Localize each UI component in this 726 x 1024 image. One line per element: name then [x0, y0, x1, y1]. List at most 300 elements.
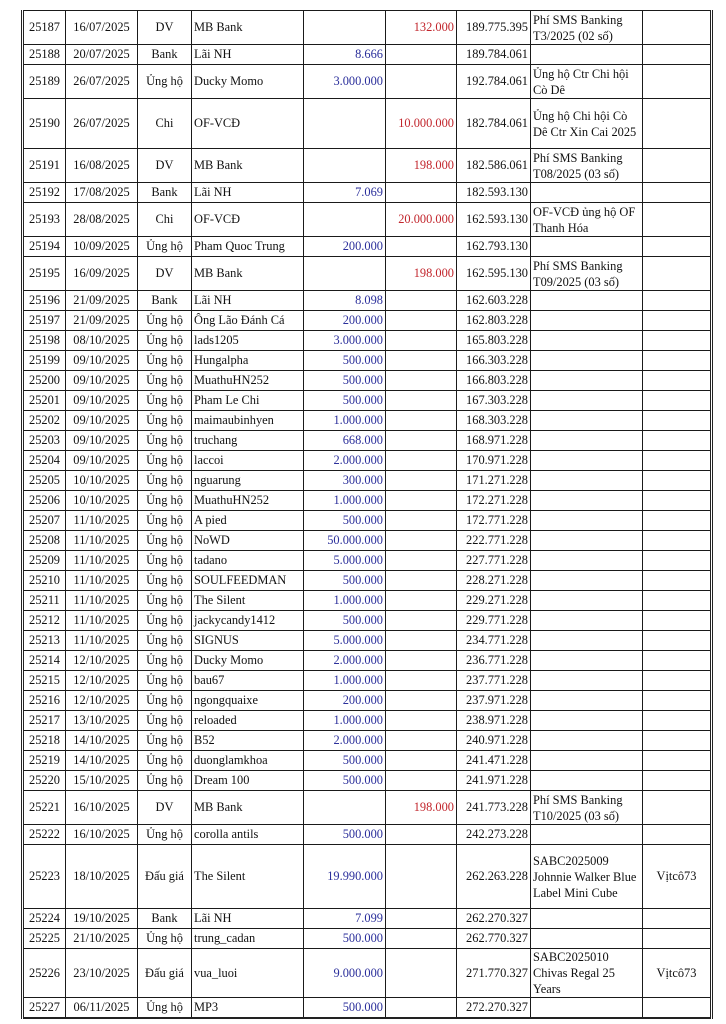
counterparty-name: Dream 100	[192, 771, 304, 791]
transaction-note	[531, 998, 643, 1018]
expense-amount	[386, 611, 457, 631]
transaction-type: Chi	[138, 203, 192, 237]
transaction-id: 25190	[23, 99, 66, 149]
counterparty-name: NoWD	[192, 531, 304, 551]
income-amount: 9.000.000	[304, 949, 386, 998]
transaction-date: 11/10/2025	[66, 531, 138, 551]
income-amount: 500.000	[304, 929, 386, 949]
income-amount: 3.000.000	[304, 331, 386, 351]
counterparty-name: tadano	[192, 551, 304, 571]
running-balance: 241.471.228	[457, 751, 531, 771]
running-balance: 167.303.228	[457, 391, 531, 411]
table-row	[23, 551, 712, 571]
income-amount: 7.099	[304, 909, 386, 929]
table-row	[23, 825, 712, 845]
counterparty-name: maimaubinhyen	[192, 411, 304, 431]
expense-amount	[386, 825, 457, 845]
counterparty-name: Pham Le Chi	[192, 391, 304, 411]
transaction-id: 25219	[23, 751, 66, 771]
transaction-note	[531, 691, 643, 711]
transaction-id: 25227	[23, 998, 66, 1018]
transaction-id: 25212	[23, 611, 66, 631]
transaction-type: Bank	[138, 909, 192, 929]
transaction-type: Ủng hộ	[138, 591, 192, 611]
expense-amount	[386, 711, 457, 731]
running-balance: 240.971.228	[457, 731, 531, 751]
transaction-note	[531, 291, 643, 311]
transaction-id: 25220	[23, 771, 66, 791]
auction-handler	[643, 551, 712, 571]
running-balance: 166.803.228	[457, 371, 531, 391]
transaction-note	[531, 771, 643, 791]
transaction-id: 25199	[23, 351, 66, 371]
expense-amount	[386, 65, 457, 99]
running-balance: 192.784.061	[457, 65, 531, 99]
income-amount	[304, 149, 386, 183]
auction-handler	[643, 825, 712, 845]
transaction-id: 25216	[23, 691, 66, 711]
table-row	[23, 771, 712, 791]
running-balance: 229.271.228	[457, 591, 531, 611]
expense-amount: 20.000.000	[386, 203, 457, 237]
transaction-date: 28/08/2025	[66, 203, 138, 237]
expense-amount: 198.000	[386, 149, 457, 183]
expense-amount	[386, 571, 457, 591]
transaction-id: 25207	[23, 511, 66, 531]
transaction-note	[531, 331, 643, 351]
counterparty-name: Ducky Momo	[192, 651, 304, 671]
transaction-type: Bank	[138, 183, 192, 203]
running-balance: 182.586.061	[457, 149, 531, 183]
table-row	[23, 183, 712, 203]
table-row	[23, 451, 712, 471]
table-row	[23, 691, 712, 711]
transaction-id: 25195	[23, 257, 66, 291]
transaction-id: 25196	[23, 291, 66, 311]
transaction-type: Ủng hộ	[138, 371, 192, 391]
income-amount: 7.069	[304, 183, 386, 203]
transaction-date: 21/10/2025	[66, 929, 138, 949]
table-row	[23, 431, 712, 451]
transaction-id: 25201	[23, 391, 66, 411]
counterparty-name: The Silent	[192, 591, 304, 611]
running-balance: 237.771.228	[457, 671, 531, 691]
transaction-type: Ủng hộ	[138, 771, 192, 791]
counterparty-name: B52	[192, 731, 304, 751]
counterparty-name: A pied	[192, 511, 304, 531]
running-balance: 228.271.228	[457, 571, 531, 591]
transaction-id: 25194	[23, 237, 66, 257]
transaction-type: Ủng hộ	[138, 825, 192, 845]
transaction-id: 25200	[23, 371, 66, 391]
transaction-note: Ủng hộ Ctr Chi hội Cò Dê	[531, 65, 643, 99]
running-balance: 236.771.228	[457, 651, 531, 671]
transaction-id: 25214	[23, 651, 66, 671]
transaction-type: Ủng hộ	[138, 751, 192, 771]
transaction-type: Bank	[138, 45, 192, 65]
auction-handler	[643, 631, 712, 651]
expense-amount	[386, 771, 457, 791]
auction-handler	[643, 531, 712, 551]
transaction-date: 11/10/2025	[66, 571, 138, 591]
transaction-note	[531, 929, 643, 949]
counterparty-name: SOULFEEDMAN	[192, 571, 304, 591]
auction-handler	[643, 711, 712, 731]
income-amount: 500.000	[304, 611, 386, 631]
ledger-body	[23, 11, 712, 1018]
auction-handler	[643, 371, 712, 391]
auction-handler	[643, 311, 712, 331]
income-amount: 1.000.000	[304, 411, 386, 431]
expense-amount	[386, 371, 457, 391]
transaction-note	[531, 591, 643, 611]
auction-handler	[643, 291, 712, 311]
transaction-date: 11/10/2025	[66, 551, 138, 571]
income-amount: 1.000.000	[304, 671, 386, 691]
counterparty-name: truchang	[192, 431, 304, 451]
transaction-date: 12/10/2025	[66, 691, 138, 711]
table-row	[23, 651, 712, 671]
transaction-note	[531, 731, 643, 751]
counterparty-name: MuathuHN252	[192, 371, 304, 391]
income-amount: 500.000	[304, 998, 386, 1018]
counterparty-name: Ducky Momo	[192, 65, 304, 99]
income-amount: 200.000	[304, 691, 386, 711]
transaction-type: Ủng hộ	[138, 551, 192, 571]
transaction-type: Ủng hộ	[138, 611, 192, 631]
auction-handler	[643, 331, 712, 351]
counterparty-name: corolla antils	[192, 825, 304, 845]
transaction-date: 11/10/2025	[66, 611, 138, 631]
ledger-table	[21, 10, 713, 1019]
running-balance: 165.803.228	[457, 331, 531, 351]
counterparty-name: Hungalpha	[192, 351, 304, 371]
table-row	[23, 531, 712, 551]
running-balance: 189.775.395	[457, 11, 531, 45]
transaction-id: 25224	[23, 909, 66, 929]
counterparty-name: laccoi	[192, 451, 304, 471]
expense-amount	[386, 431, 457, 451]
counterparty-name: MB Bank	[192, 257, 304, 291]
transaction-date: 08/10/2025	[66, 331, 138, 351]
transaction-type: Ủng hộ	[138, 431, 192, 451]
expense-amount: 198.000	[386, 257, 457, 291]
transaction-note: OF-VCĐ ủng hộ OF Thanh Hóa	[531, 203, 643, 237]
auction-handler	[643, 491, 712, 511]
running-balance: 262.770.327	[457, 929, 531, 949]
transaction-id: 25203	[23, 431, 66, 451]
transaction-note	[531, 371, 643, 391]
transaction-date: 16/07/2025	[66, 11, 138, 45]
income-amount	[304, 791, 386, 825]
auction-handler	[643, 929, 712, 949]
transaction-note: SABC2025009 Johnnie Walker Blue Label Mini Cube	[531, 845, 643, 909]
running-balance: 182.593.130	[457, 183, 531, 203]
transaction-type: DV	[138, 257, 192, 291]
counterparty-name: The Silent	[192, 845, 304, 909]
income-amount: 2.000.000	[304, 731, 386, 751]
transaction-date: 23/10/2025	[66, 949, 138, 998]
table-row	[23, 237, 712, 257]
transaction-type: Ủng hộ	[138, 491, 192, 511]
transaction-type: Bank	[138, 291, 192, 311]
transaction-id: 25206	[23, 491, 66, 511]
counterparty-name: MB Bank	[192, 791, 304, 825]
table-row	[23, 711, 712, 731]
income-amount: 200.000	[304, 311, 386, 331]
transaction-note: Ủng hộ Chi hội Cò Dê Ctr Xin Cai 2025	[531, 99, 643, 149]
transaction-id: 25198	[23, 331, 66, 351]
table-row	[23, 845, 712, 909]
transaction-date: 19/10/2025	[66, 909, 138, 929]
counterparty-name: MuathuHN252	[192, 491, 304, 511]
auction-handler	[643, 571, 712, 591]
running-balance: 237.971.228	[457, 691, 531, 711]
income-amount: 500.000	[304, 571, 386, 591]
expense-amount	[386, 451, 457, 471]
expense-amount	[386, 998, 457, 1018]
expense-amount: 10.000.000	[386, 99, 457, 149]
counterparty-name: duonglamkhoa	[192, 751, 304, 771]
expense-amount	[386, 909, 457, 929]
transaction-type: Ủng hộ	[138, 237, 192, 257]
running-balance: 172.271.228	[457, 491, 531, 511]
table-row	[23, 351, 712, 371]
auction-handler	[643, 998, 712, 1018]
transaction-type: DV	[138, 11, 192, 45]
transaction-id: 25223	[23, 845, 66, 909]
transaction-id: 25204	[23, 451, 66, 471]
running-balance: 162.803.228	[457, 311, 531, 331]
expense-amount	[386, 531, 457, 551]
transaction-type: Ủng hộ	[138, 671, 192, 691]
income-amount: 5.000.000	[304, 631, 386, 651]
table-row	[23, 491, 712, 511]
running-balance: 171.271.228	[457, 471, 531, 491]
auction-handler	[643, 451, 712, 471]
transaction-date: 15/10/2025	[66, 771, 138, 791]
transaction-id: 25218	[23, 731, 66, 751]
expense-amount	[386, 411, 457, 431]
transaction-date: 10/10/2025	[66, 491, 138, 511]
income-amount: 8.666	[304, 45, 386, 65]
transaction-note	[531, 651, 643, 671]
transaction-id: 25192	[23, 183, 66, 203]
table-row	[23, 998, 712, 1018]
income-amount: 1.000.000	[304, 591, 386, 611]
auction-handler	[643, 909, 712, 929]
transaction-note	[531, 451, 643, 471]
running-balance: 189.784.061	[457, 45, 531, 65]
transaction-type: Đấu giá	[138, 949, 192, 998]
table-row	[23, 611, 712, 631]
transaction-id: 25211	[23, 591, 66, 611]
counterparty-name: MP3	[192, 998, 304, 1018]
transaction-note	[531, 45, 643, 65]
expense-amount	[386, 929, 457, 949]
transaction-id: 25210	[23, 571, 66, 591]
transaction-type: Ủng hộ	[138, 998, 192, 1018]
counterparty-name: Pham Quoc Trung	[192, 237, 304, 257]
counterparty-name: Lãi NH	[192, 45, 304, 65]
transaction-note	[531, 411, 643, 431]
running-balance: 242.273.228	[457, 825, 531, 845]
transaction-date: 09/10/2025	[66, 451, 138, 471]
table-row	[23, 751, 712, 771]
transaction-note: Phí SMS Banking T08/2025 (03 số)	[531, 149, 643, 183]
counterparty-name: ngongquaixe	[192, 691, 304, 711]
transaction-type: Đấu giá	[138, 845, 192, 909]
transaction-note	[531, 671, 643, 691]
income-amount: 500.000	[304, 771, 386, 791]
counterparty-name: SIGNUS	[192, 631, 304, 651]
counterparty-name: jackycandy1412	[192, 611, 304, 631]
running-balance: 166.303.228	[457, 351, 531, 371]
running-balance: 227.771.228	[457, 551, 531, 571]
transaction-type: Ủng hộ	[138, 711, 192, 731]
transaction-note	[531, 511, 643, 531]
transaction-note	[531, 391, 643, 411]
auction-handler	[643, 591, 712, 611]
auction-handler	[643, 671, 712, 691]
auction-handler: Vịtcô73	[643, 949, 712, 998]
running-balance: 182.784.061	[457, 99, 531, 149]
income-amount: 19.990.000	[304, 845, 386, 909]
transaction-type: Ủng hộ	[138, 531, 192, 551]
transaction-id: 25221	[23, 791, 66, 825]
transaction-id: 25208	[23, 531, 66, 551]
counterparty-name: Ông Lão Đánh Cá	[192, 311, 304, 331]
table-row	[23, 371, 712, 391]
auction-handler	[643, 611, 712, 631]
transaction-note	[531, 431, 643, 451]
transaction-date: 09/10/2025	[66, 351, 138, 371]
transaction-date: 18/10/2025	[66, 845, 138, 909]
auction-handler	[643, 731, 712, 751]
expense-amount	[386, 331, 457, 351]
auction-handler	[643, 471, 712, 491]
expense-amount: 132.000	[386, 11, 457, 45]
counterparty-name: Lãi NH	[192, 909, 304, 929]
transaction-type: Ủng hộ	[138, 631, 192, 651]
income-amount: 8.098	[304, 291, 386, 311]
transaction-type: Ủng hộ	[138, 511, 192, 531]
transaction-note	[531, 237, 643, 257]
running-balance: 172.771.228	[457, 511, 531, 531]
transaction-date: 20/07/2025	[66, 45, 138, 65]
expense-amount	[386, 471, 457, 491]
running-balance: 222.771.228	[457, 531, 531, 551]
counterparty-name: Lãi NH	[192, 183, 304, 203]
transaction-date: 09/10/2025	[66, 371, 138, 391]
table-row	[23, 257, 712, 291]
transaction-note	[531, 471, 643, 491]
table-row	[23, 791, 712, 825]
income-amount: 500.000	[304, 371, 386, 391]
counterparty-name: MB Bank	[192, 149, 304, 183]
auction-handler	[643, 237, 712, 257]
transaction-date: 06/11/2025	[66, 998, 138, 1018]
transaction-type: Chi	[138, 99, 192, 149]
transaction-type: Ủng hộ	[138, 411, 192, 431]
expense-amount	[386, 391, 457, 411]
auction-handler	[643, 651, 712, 671]
transaction-note	[531, 183, 643, 203]
transaction-date: 21/09/2025	[66, 291, 138, 311]
running-balance: 162.595.130	[457, 257, 531, 291]
transaction-date: 11/10/2025	[66, 591, 138, 611]
transaction-id: 25205	[23, 471, 66, 491]
income-amount: 500.000	[304, 751, 386, 771]
income-amount: 2.000.000	[304, 451, 386, 471]
transaction-id: 25213	[23, 631, 66, 651]
auction-handler	[643, 99, 712, 149]
expense-amount	[386, 845, 457, 909]
transaction-date: 16/08/2025	[66, 149, 138, 183]
table-row	[23, 631, 712, 651]
expense-amount	[386, 511, 457, 531]
running-balance: 162.603.228	[457, 291, 531, 311]
transaction-date: 09/10/2025	[66, 391, 138, 411]
transaction-date: 26/07/2025	[66, 65, 138, 99]
counterparty-name: MB Bank	[192, 11, 304, 45]
table-row	[23, 471, 712, 491]
transaction-date: 12/10/2025	[66, 651, 138, 671]
income-amount: 5.000.000	[304, 551, 386, 571]
transaction-date: 10/09/2025	[66, 237, 138, 257]
expense-amount	[386, 291, 457, 311]
transaction-note	[531, 909, 643, 929]
table-row	[23, 99, 712, 149]
income-amount: 668.000	[304, 431, 386, 451]
income-amount: 3.000.000	[304, 65, 386, 99]
expense-amount	[386, 45, 457, 65]
auction-handler	[643, 183, 712, 203]
transaction-note: Phí SMS Banking T10/2025 (03 số)	[531, 791, 643, 825]
transaction-date: 26/07/2025	[66, 99, 138, 149]
transaction-date: 09/10/2025	[66, 431, 138, 451]
transaction-type: Ủng hộ	[138, 451, 192, 471]
transaction-type: Ủng hộ	[138, 391, 192, 411]
transaction-id: 25197	[23, 311, 66, 331]
transaction-id: 25202	[23, 411, 66, 431]
table-row	[23, 11, 712, 45]
transaction-id: 25187	[23, 11, 66, 45]
running-balance: 241.971.228	[457, 771, 531, 791]
income-amount: 500.000	[304, 391, 386, 411]
transaction-note	[531, 611, 643, 631]
running-balance: 238.971.228	[457, 711, 531, 731]
expense-amount	[386, 237, 457, 257]
running-balance: 234.771.228	[457, 631, 531, 651]
transaction-date: 14/10/2025	[66, 751, 138, 771]
counterparty-name: reloaded	[192, 711, 304, 731]
transaction-date: 17/08/2025	[66, 183, 138, 203]
auction-handler	[643, 511, 712, 531]
income-amount: 50.000.000	[304, 531, 386, 551]
transaction-date: 14/10/2025	[66, 731, 138, 751]
income-amount: 500.000	[304, 825, 386, 845]
transaction-note	[531, 711, 643, 731]
transaction-id: 25226	[23, 949, 66, 998]
transaction-date: 11/10/2025	[66, 511, 138, 531]
expense-amount	[386, 491, 457, 511]
expense-amount: 198.000	[386, 791, 457, 825]
transaction-id: 25215	[23, 671, 66, 691]
transaction-date: 09/10/2025	[66, 411, 138, 431]
counterparty-name: OF-VCĐ	[192, 203, 304, 237]
income-amount	[304, 11, 386, 45]
